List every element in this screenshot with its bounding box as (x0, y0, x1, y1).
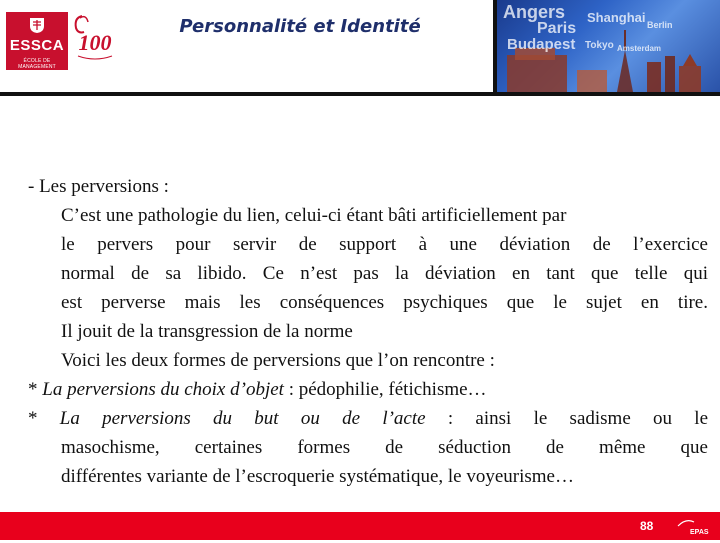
slide-header (0, 0, 720, 95)
bullet-text: : ainsi le sadisme ou le (425, 408, 709, 429)
bullet-text: : pédophilie, fétichisme… (283, 379, 487, 400)
centenary-badge-icon (72, 12, 118, 68)
bullet-item (28, 404, 708, 433)
bullet-term: La perversions du but ou de l’acte (59, 408, 426, 429)
cities-photo (493, 0, 720, 92)
essca-logo-subtitle: ÉCOLE DE MANAGEMENT (18, 58, 56, 70)
paragraph-line: C’est une pathologie du lien, celui-ci étant bâti artificiellement par (61, 205, 567, 226)
photo-word: Budapest (507, 36, 576, 53)
bullet-star: * (28, 379, 38, 400)
page-number: 88 (640, 519, 654, 533)
photo-word: Amsterdam (617, 44, 662, 53)
paragraph-line: normal de sa libido. Ce n’est pas la déviation en tant que telle qui (61, 263, 708, 284)
epas-text: EPAS (690, 529, 709, 536)
photo-word: Shanghai (587, 10, 646, 25)
paragraph-line: le pervers pour servir de support à une déviation de l’exercice (61, 234, 708, 255)
paragraph-line: Voici les deux formes de perversions que l’on rencontre : (61, 350, 495, 371)
bullet-term: La perversions du choix d’objet (42, 379, 284, 400)
essca-crest-icon (28, 16, 46, 34)
photo-word: Angers (503, 2, 566, 22)
centenary-number: 100 (78, 30, 112, 55)
photo-word: Berlin (647, 20, 673, 30)
essca-logo (6, 12, 68, 70)
epas-logo (676, 514, 716, 538)
essca-logo-text: ESSCA (9, 37, 65, 54)
footer-bar (0, 512, 720, 540)
bullet-continuation: différentes variante de l’escroquerie systématique, le voyeurisme… (61, 466, 574, 487)
bullet-item (28, 375, 708, 404)
slide-body (28, 172, 708, 491)
bullet-star: * (28, 408, 38, 429)
bullet-continuation: masochisme, certaines formes de séduction de même que (61, 437, 708, 458)
photo-word: Tokyo (585, 40, 614, 51)
paragraph-line: est perverse mais les conséquences psychiques que le sujet en tire. (61, 292, 708, 313)
header-divider (0, 92, 720, 96)
paragraph-line: Il jouit de la transgression de la norme (61, 321, 353, 342)
section-heading: - Les perversions : (28, 176, 169, 197)
photo-word: Paris (537, 20, 577, 37)
epas-logo-icon (676, 514, 716, 538)
slide-title: Personnalité et Identité (179, 16, 421, 37)
